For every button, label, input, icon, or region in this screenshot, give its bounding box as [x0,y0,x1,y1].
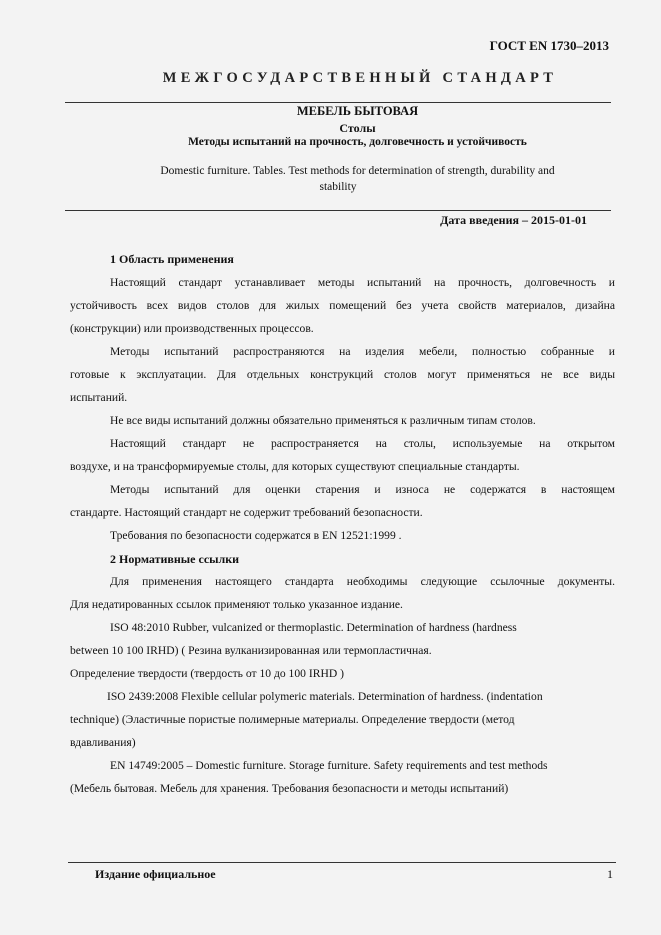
section-2-line: вдавливания) [70,736,136,749]
section-1-line: стандарте. Настоящий стандарт не содержит требований безопасности. [70,506,423,519]
section-1-line: устойчивость всех видов столов для жилых помещений без учета свойств материалов, дизайна [70,299,615,312]
section-2-line: between 10 100 IRHD) ( Резина вулканизированная или термопластичная. [70,644,432,657]
english-title-line-2: stability [319,181,357,193]
section-1-line: (конструкции) или производственных процессов. [70,322,314,335]
section-1-line: Настоящий стандарт устанавливает методы испытаний на прочность, долговечность и [110,276,615,289]
official-edition-label: Издание официальное [95,867,216,881]
section-1-line: Требования по безопасности содержатся в EN 12521:1999 . [110,529,402,542]
section-1-line: Не все виды испытаний должны обязательно применяться к различным типам столов. [110,414,536,427]
section-1-line: испытаний. [70,391,128,404]
section-2-line: (Мебель бытовая. Мебель для хранения. Требования безопасности и методы испытаний) [70,782,509,795]
section-1-line: Методы испытаний для оценки старения и износа не содержатся в настоящем [110,483,615,496]
top-divider [65,102,611,103]
introduction-date: Дата введения – 2015-01-01 [440,213,587,227]
section-2-line: technique) (Эластичные пористые полимерные материалы. Определение твердости (метод [70,713,515,726]
section-2-line: Для недатированных ссылок применяют только указанное издание. [70,598,403,611]
section-2-line: ISO 2439:2008 Flexible cellular polymeric materials. Determination of hardness. (indentation [107,690,543,703]
document-title: МЕБЕЛЬ БЫТОВАЯ [296,104,419,118]
section-2-line: ISO 48:2010 Rubber, vulcanized or thermoplastic. Determination of hardness (hardness [110,621,517,634]
document-subtitle: Столы [339,121,376,135]
section-2-heading: 2 Нормативные ссылки [110,552,240,566]
interstate-standard-title: МЕЖГОСУДАРСТВЕННЫЙ СТАНДАРТ [162,70,558,86]
page-number: 1 [607,867,613,881]
section-2-line: Для применения настоящего стандарта необходимы следующие ссылочные документы. [110,575,615,588]
section-1-heading: 1 Область применения [110,252,234,266]
title-divider [65,210,611,211]
section-1-line: Методы испытаний распространяются на изделия мебели, полностью собранные и [110,345,615,358]
section-1-line: воздухе, и на трансформируемые столы, для которых существуют специальные стандарты. [70,460,520,473]
document-methods-title: Методы испытаний на прочность, долговечность и устойчивость [188,136,527,148]
footer-divider [68,862,616,863]
section-1-line: Настоящий стандарт не распространяется на столы, используемые на открытом [110,437,615,450]
standard-code: ГОСТ EN 1730–2013 [489,38,609,53]
section-2-line: Определение твердости (твердость от 10 до 100 IRHD ) [70,667,344,680]
section-1-line: готовые к эксплуатации. Для отдельных конструкций столов могут применяться не все виды [70,368,615,381]
section-2-line: EN 14749:2005 – Domestic furniture. Storage furniture. Safety requirements and test methods [110,759,548,772]
english-title-line-1: Domestic furniture. Tables. Test methods for determination of strength, durability and [160,165,555,177]
